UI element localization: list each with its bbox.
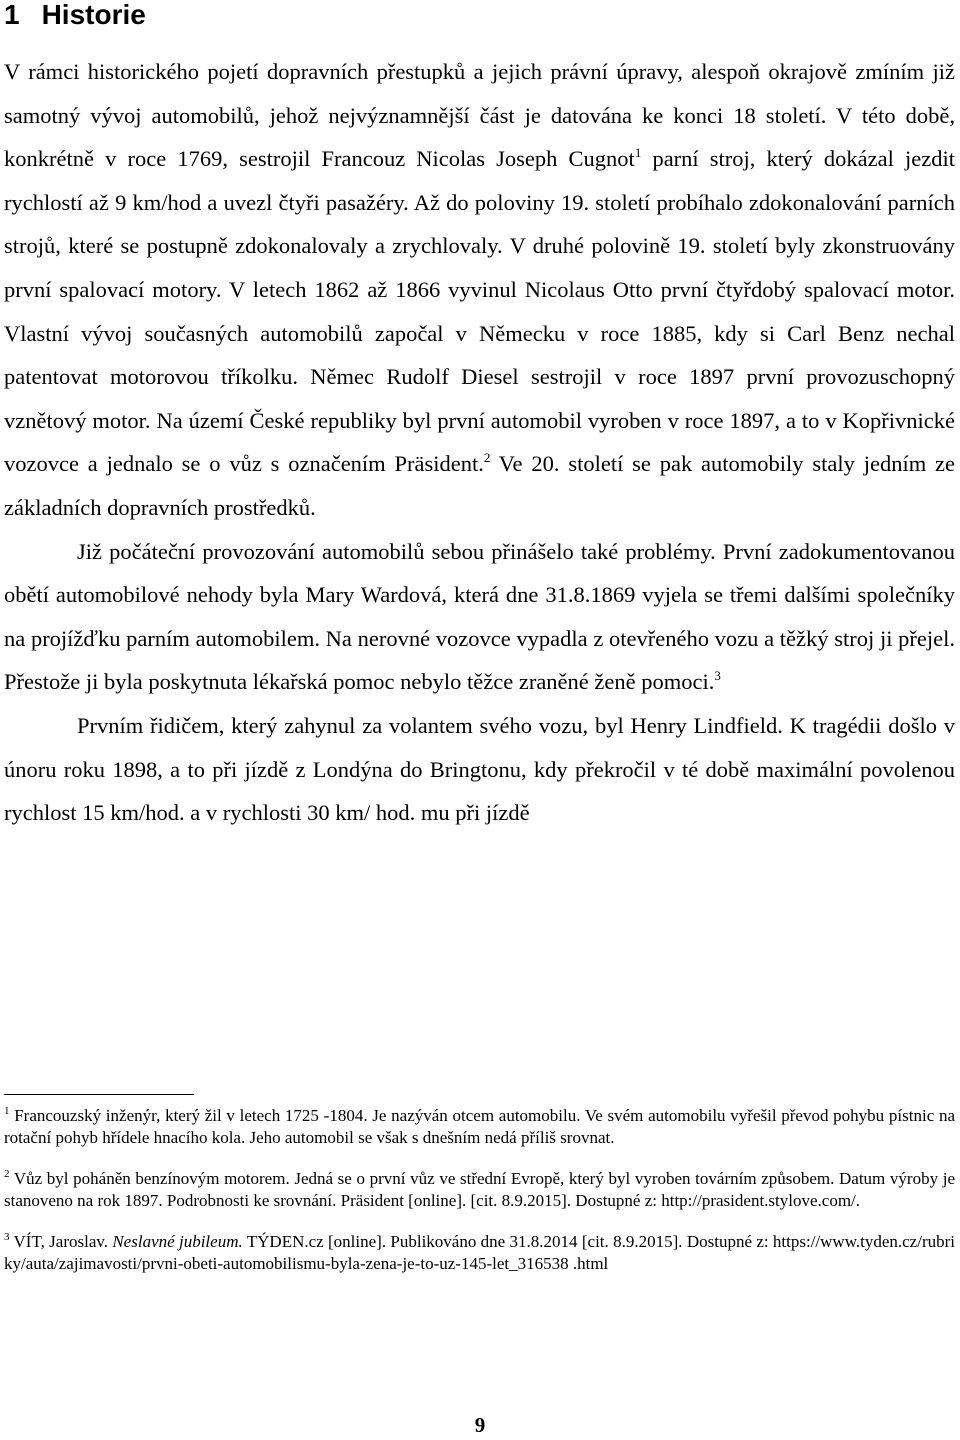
paragraph-first-victim bbox=[4, 530, 955, 704]
footnote-mark: 1 bbox=[4, 1105, 10, 1117]
cited-title: Neslavné jubileum. bbox=[112, 1232, 243, 1251]
body-text bbox=[4, 50, 955, 835]
footnote-text: VÍT, Jaroslav. bbox=[9, 1232, 113, 1251]
chapter-title: Historie bbox=[41, 0, 146, 30]
page-number: 9 bbox=[474, 1413, 486, 1437]
footnotes bbox=[4, 1105, 955, 1294]
footnote-mark: 2 bbox=[4, 1168, 10, 1180]
footnote-text: Vůz byl poháněn benzínovým motorem. Jedná se o první vůz ve střední Evropě, který byl vyroben továrním způsobem. Datum výroby je stanoveno na rok 1897. Podrobnosti ke srovnání. Präsident [online]. [cit. 8.9.2015]. Dostupné z: http://prasident.stylove.com/. bbox=[4, 1169, 955, 1210]
paragraph-text: Již počáteční provozování automobilů sebou přinášelo také problémy. První zadokumentovanou obětí automobilové nehody byla Mary Wardová, která dne 31.8.1869 vyjela se třemi dalšími společníky na projížďku parním automobilem. Na nerovné vozovce vypadla z otevřeného vozu a těžký stroj ji přejel. Přestože ji byla poskytnuta lékařská pomoc nebylo těžce zraněné ženě pomoci. bbox=[4, 538, 955, 695]
footnote-ref-2[interactable]: 2 bbox=[483, 450, 491, 466]
footnote-1 bbox=[4, 1105, 955, 1149]
footnote-ref-3[interactable]: 3 bbox=[714, 668, 721, 684]
footnote-separator bbox=[4, 1094, 194, 1095]
paragraph-text: parní stroj, který dokázal jezdit rychlostí až 9 km/hod a uvezl čtyři pasažéry. Až do poloviny 19. století probíhalo zdokonalování parních strojů, které se postupně zdokonalovaly a zrychlovaly. V druhé polovině 19. století byly zkonstruovány první spalovací motory. V letech 1862 až 1866 vyvinul Nicolaus Otto první čtyřdobý spalovací motor. Vlastní vývoj současných automobilů započal v Německu v roce 1885, kdy si Carl Benz nechal patentovat motorovou tříkolku. Němec Rudolf Diesel sestrojil v roce 1897 první provozuschopný vznětový motor. Na území České republiky byl první automobil vyroben v roce 1897, a to v Kopřivnické vozovce a jednalo se o vůz s označením Präsident. bbox=[4, 146, 955, 477]
paragraph-text: Ve 20. století se pak automobily staly jedním ze základních dopravních prostředků. bbox=[4, 451, 955, 520]
paragraph-text: Prvním řidičem, který zahynul za volantem svého vozu, byl Henry Lindfield. K tragédii došlo v únoru roku 1898, a to při jízdě z Londýna do Bringtonu, kdy překročil v té době maximální povolenou rychlost 15 km/hod. a v rychlosti 30 km/ hod. mu při jízdě bbox=[4, 712, 955, 826]
chapter-number: 1 bbox=[4, 0, 20, 30]
footnote-2 bbox=[4, 1168, 955, 1212]
footnote-3 bbox=[4, 1231, 955, 1275]
chapter-heading bbox=[4, 0, 146, 30]
footnote-mark: 3 bbox=[4, 1231, 10, 1243]
footnote-text: TÝDEN.cz [online]. Publikováno dne 31.8.2014 [cit. 8.9.2015]. Dostupné z: https://www.tyden.cz/rubriky/auta/zajimavosti/prvni-obeti-automobilismu-byla-zena-je-to-uz-145-let_316538 .html bbox=[4, 1232, 956, 1273]
paragraph-first-driver bbox=[4, 704, 955, 835]
footnote-ref-1[interactable]: 1 bbox=[634, 145, 642, 161]
footnote-text: Francouzský inženýr, který žil v letech 1725 -1804. Je nazýván otcem automobilu. Ve svém automobilu vyřešil převod pohybu pístnic na rotační pohyb hřídele hnacího kola. Jeho automobil se však s dnešním nedá příliš srovnat. bbox=[4, 1106, 955, 1147]
paragraph-history bbox=[4, 50, 955, 530]
paragraph-text: V rámci historického pojetí dopravních přestupků a jejich právní úpravy, alespoň okrajově zmíním již samotný vývoj automobilů, jehož nejvýznamnější část je datována ke konci 18 století. V této době, konkrétně v roce 1769, sestrojil Francouz Nicolas Joseph Cugnot bbox=[4, 59, 955, 172]
